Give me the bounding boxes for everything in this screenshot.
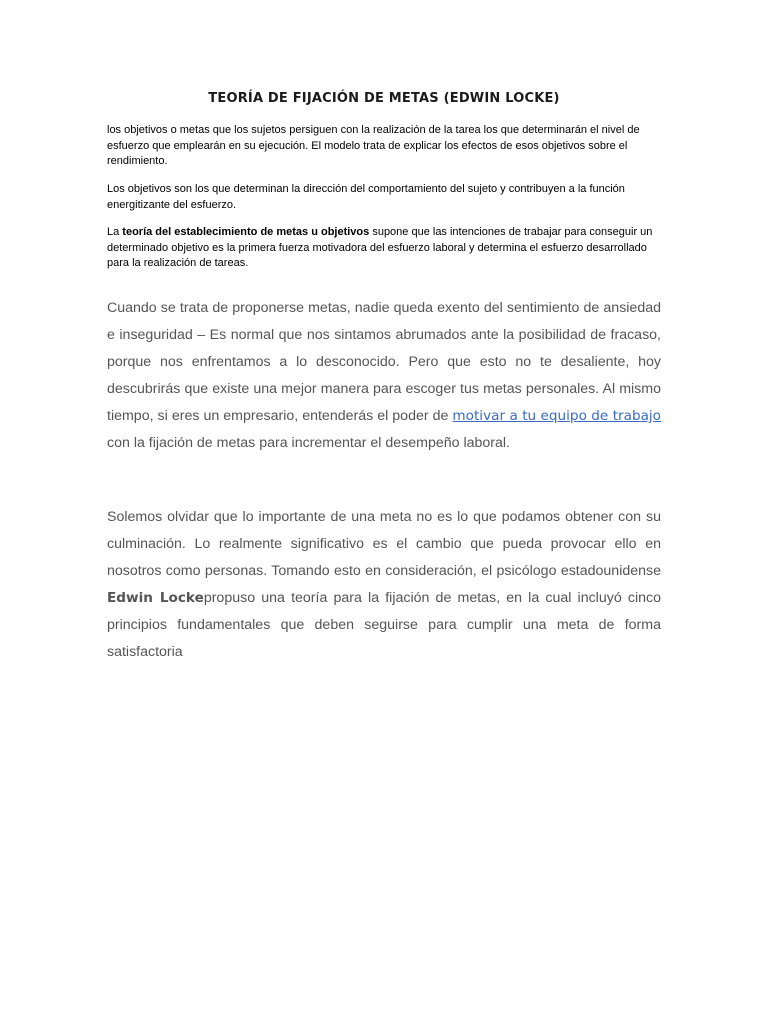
paragraph-3-prefix: La	[107, 226, 123, 238]
paragraph-goal-setting-theory	[107, 225, 662, 272]
paragraph-goals-definition: los objetivos o metas que los sujetos persiguen con la realización de la tarea los que determinarán el nivel de esfuerzo que emplearán en su ejecución. El modelo trata de explicar los efectos de esos objetivos sobre el rendimiento.	[107, 124, 640, 167]
paragraph-4-text-after-link: con la fijación de metas para incrementar el desempeño laboral.	[107, 435, 510, 451]
edwin-locke-name: Edwin Locke	[107, 590, 204, 606]
paragraph-5-text-after-name: propuso una teoría para la fijación de metas, en la cual incluyó cinco principios fundamentales que deben seguirse para cumplir una meta de forma satisfactoria	[107, 590, 661, 660]
paragraph-proposing-goals	[107, 295, 661, 457]
paragraph-edwin-locke	[107, 504, 661, 666]
paragraph-goals-direction: Los objetivos son los que determinan la dirección del comportamiento del sujeto y contribuyen a la función energitizante del esfuerzo.	[107, 183, 625, 211]
paragraph-5-text-before-name: Solemos olvidar que lo importante de una meta no es lo que podamos obtener con su culminación. Lo realmente significativo es el cambio que pueda provocar ello en nosotros como personas. Tomando esto en consideración, el psicólogo estadounidense	[107, 509, 661, 579]
paragraph-4-text-before-link: Cuando se trata de proponerse metas, nadie queda exento del sentimiento de ansiedad e inseguridad – Es normal que nos sintamos abrumados ante la posibilidad de fracaso, porque nos enfrentamos a lo desconocido. Pero que esto no te desaliente, hoy descubrirás que existe una mejor manera para escoger tus metas personales. Al mismo tiempo, si eres un empresario, entenderás el poder de	[107, 300, 661, 424]
paragraph-3-suffix: supone que las intenciones de trabajar para conseguir un determinado objetivo es la primera fuerza motivadora del esfuerzo laboral y determina el esfuerzo desarrollado para la realización de tareas.	[107, 226, 653, 269]
theory-name-bold: teoría del establecimiento de metas u objetivos	[122, 226, 370, 238]
motivate-team-link[interactable]: motivar a tu equipo de trabajo	[452, 408, 661, 424]
page-title: TEORÍA DE FIJACIÓN DE METAS (EDWIN LOCKE)	[208, 91, 560, 106]
